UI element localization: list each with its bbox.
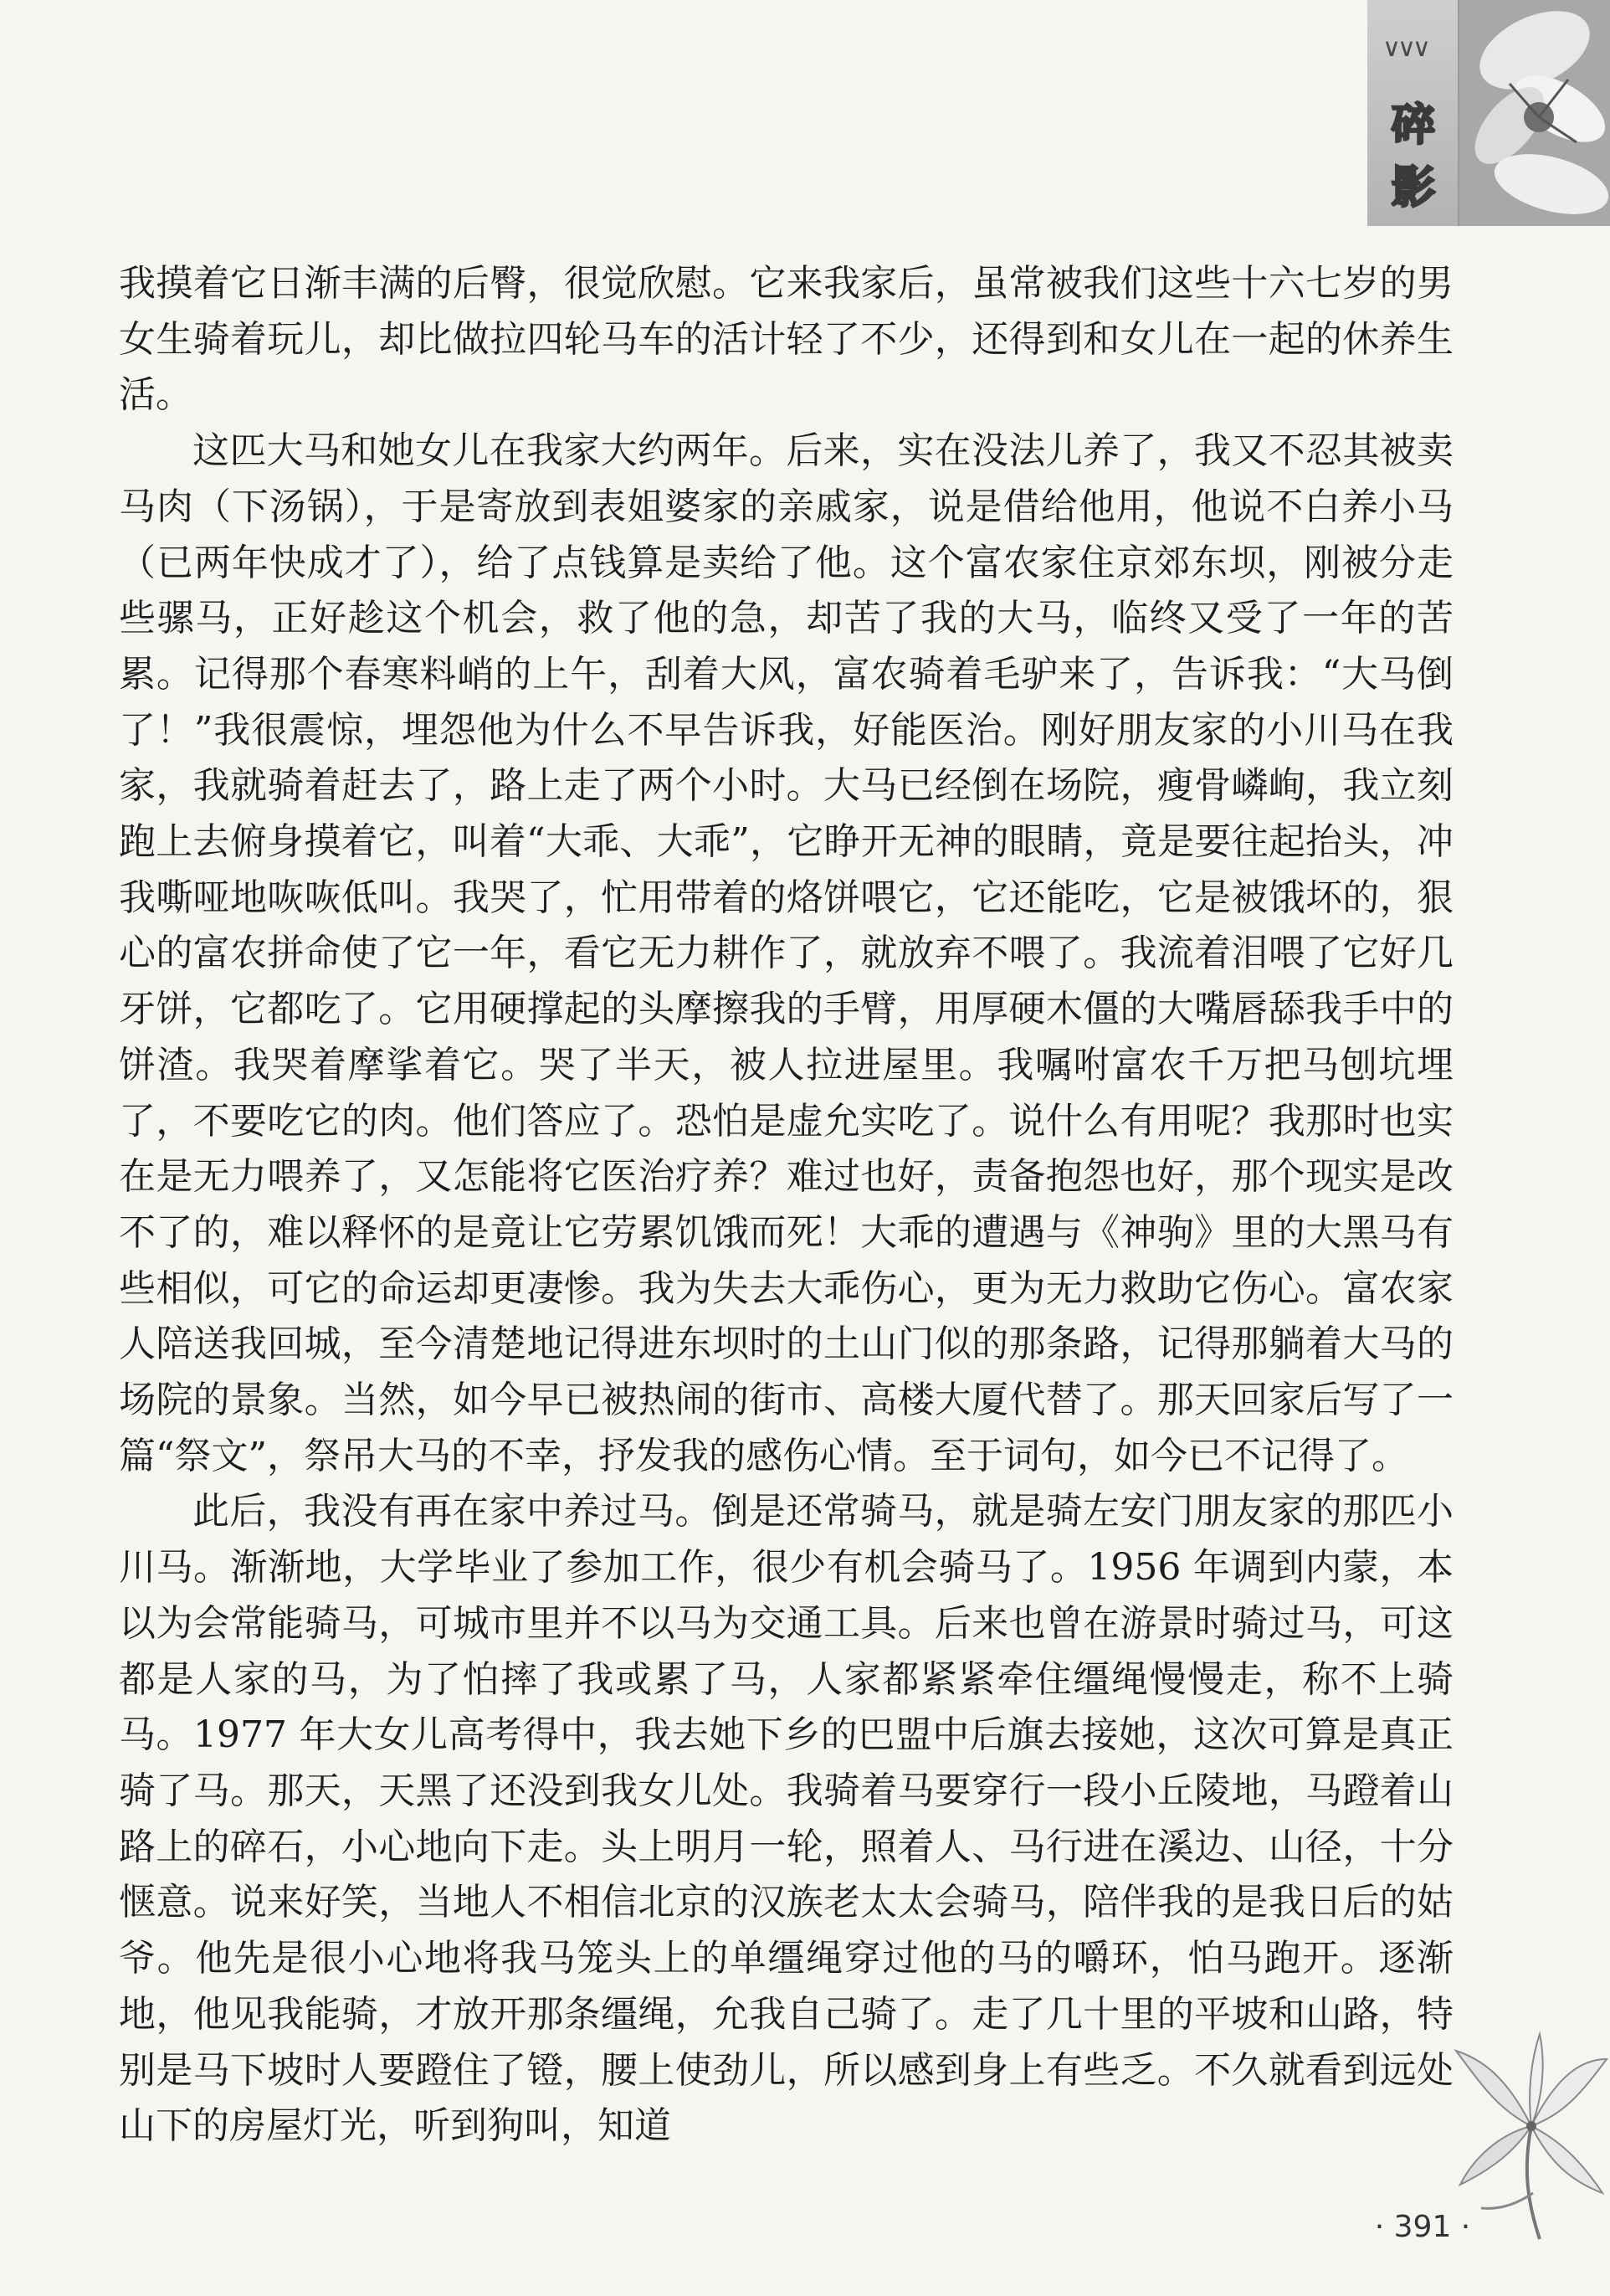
section-char-2: 影 — [1391, 163, 1435, 213]
chevrons-icon: ∨∨∨ — [1382, 33, 1428, 63]
section-char-1: 碎 — [1391, 100, 1435, 151]
paragraph: 此后，我没有再在家中养过马。倒是还常骑马，就是骑左安门朋友家的那匹小川马。渐渐地，大学毕业了参加工作，很少有机会骑马了。1956 年调到内蒙，本以为会常能骑马，可城市里并不以马为交通工具。后来也曾在游景时骑过马，可这都是人家的马，为了怕摔了我或累了马，人家都紧紧牵住缰绳慢慢走，称不上骑马。1977 年大女儿高考得中，我去她下乡的巴盟中后旗去接她，这次可算是真正骑了马。那天，天黑了还没到我女儿处。我骑着马要穿行一段小丘陵地，马蹬着山路上的碎石，小心地向下走。头上明月一轮，照着人、马行进在溪边、山径，十分惬意。说来好笑，当地人不相信北京的汉族老太太会骑马，陪伴我的是我日后的姑爷。他先是很小心地将我马笼头上的单缰绳穿过他的马的嚼环，怕马跑开。逐渐地，他见我能骑，才放开那条缰绳，允我自己骑了。走了几十里的平坡和山路，特别是马下坡时人要蹬住了镫，腰上使劲儿，所以感到身上有些乏。不久就看到远处山下的房屋灯光，听到狗叫，知道 — [119, 1490, 1454, 2148]
lily-photo-icon — [1459, 0, 1610, 226]
body-text — [119, 256, 1454, 2155]
section-tab — [1367, 0, 1610, 226]
page-number: · 391 · — [1374, 2210, 1471, 2244]
paragraph: 这匹大马和她女儿在我家大约两年。后来，实在没法儿养了，我又不忍其被卖马肉（下汤锅），于是寄放到表姐婆家的亲戚家，说是借给他用，他说不白养小马（已两年快成才了），给了点钱算是卖给了他。这个富农家住京郊东坝，刚被分走些骡马，正好趁这个机会，救了他的急，却苦了我的大马，临终又受了一年的苦累。记得那个春寒料峭的上午，刮着大风，富农骑着毛驴来了，告诉我：“大马倒了！”我很震惊，埋怨他为什么不早告诉我，好能医治。刚好朋友家的小川马在我家，我就骑着赶去了，路上走了两个小时。大马已经倒在场院，瘦骨嶙峋，我立刻跑上去俯身摸着它，叫着“大乖、大乖”，它睁开无神的眼睛，竟是要往起抬头，冲我嘶哑地咴咴低叫。我哭了，忙用带着的烙饼喂它，它还能吃，它是被饿坏的，狠心的富农拼命使了它一年，看它无力耕作了，就放弃不喂了。我流着泪喂了它好几牙饼，它都吃了。它用硬撑起的头摩擦我的手臂，用厚硬木僵的大嘴唇舔我手中的饼渣。我哭着摩挲着它。哭了半天，被人拉进屋里。我嘱咐富农千万把马刨坑埋了，不要吃它的肉。他们答应了。恐怕是虚允实吃了。说什么有用呢？我那时也实在是无力喂养了，又怎能将它医治疗养？难过也好，责备抱怨也好，那个现实是改不了的，难以释怀的是竟让它劳累饥饿而死！大乖的遭遇与《神驹》里的大黑马有些相似，可它的命运却更凄惨。我为失去大乖伤心，更为无力救助它伤心。富农家人陪送我回城，至今清楚地记得进东坝时的土山门似的那条路，记得那躺着大马的场院的景象。当然，如今早已被热闹的街市、高楼大厦代替了。那天回家后写了一篇“祭文”，祭吊大马的不幸，抒发我的感伤心情。至于词句，如今已不记得了。 — [119, 429, 1454, 1477]
paragraph-continued: 我摸着它日渐丰满的后臀，很觉欣慰。它来我家后，虽常被我们这些十六七岁的男女生骑着玩儿，却比做拉四轮马车的活计轻了不少，还得到和女儿在一起的休养生活。 — [119, 262, 1454, 417]
